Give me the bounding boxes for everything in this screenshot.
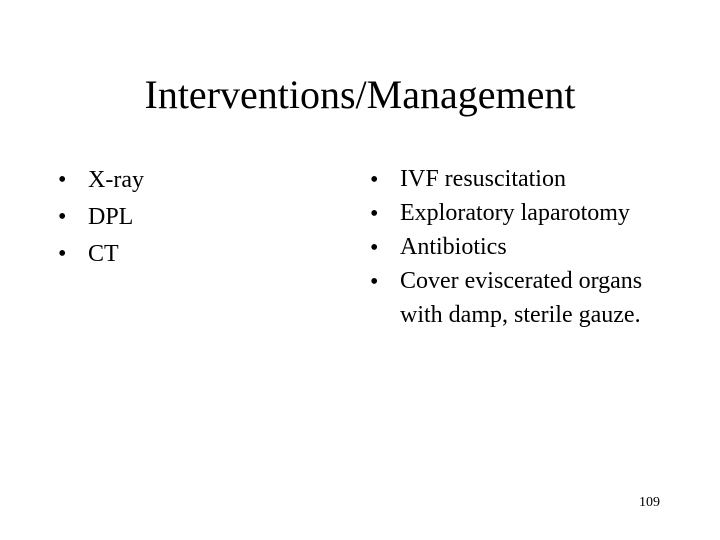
list-item (370, 230, 670, 264)
bullet-icon: • (370, 167, 379, 193)
bullet-icon: • (370, 201, 379, 227)
slide-title: Interventions/Management (144, 72, 576, 117)
bullet-icon: • (58, 241, 67, 267)
list-item (58, 199, 318, 236)
bullet-icon: • (370, 269, 379, 295)
list-item-text: Exploratory laparotomy (400, 200, 630, 226)
list-item (370, 162, 670, 196)
page-number: 109 (639, 495, 660, 510)
list-item (370, 196, 670, 230)
list-item-text: DPL (88, 204, 134, 230)
list-item-text: IVF resuscitation (400, 166, 566, 192)
list-item (58, 236, 318, 273)
list-item-text: X-ray (88, 167, 144, 193)
list-item (58, 162, 318, 199)
list-item-text: CT (88, 241, 119, 267)
list-item-text: Cover eviscerated organs with damp, sterile gauze. (400, 268, 643, 328)
bullet-icon: • (58, 204, 67, 230)
list-item-text: Antibiotics (400, 234, 507, 260)
bullet-icon: • (370, 235, 379, 261)
right-bullet-list (370, 162, 670, 332)
left-bullet-list (58, 162, 318, 273)
list-item (370, 264, 670, 332)
bullet-icon: • (58, 167, 67, 193)
